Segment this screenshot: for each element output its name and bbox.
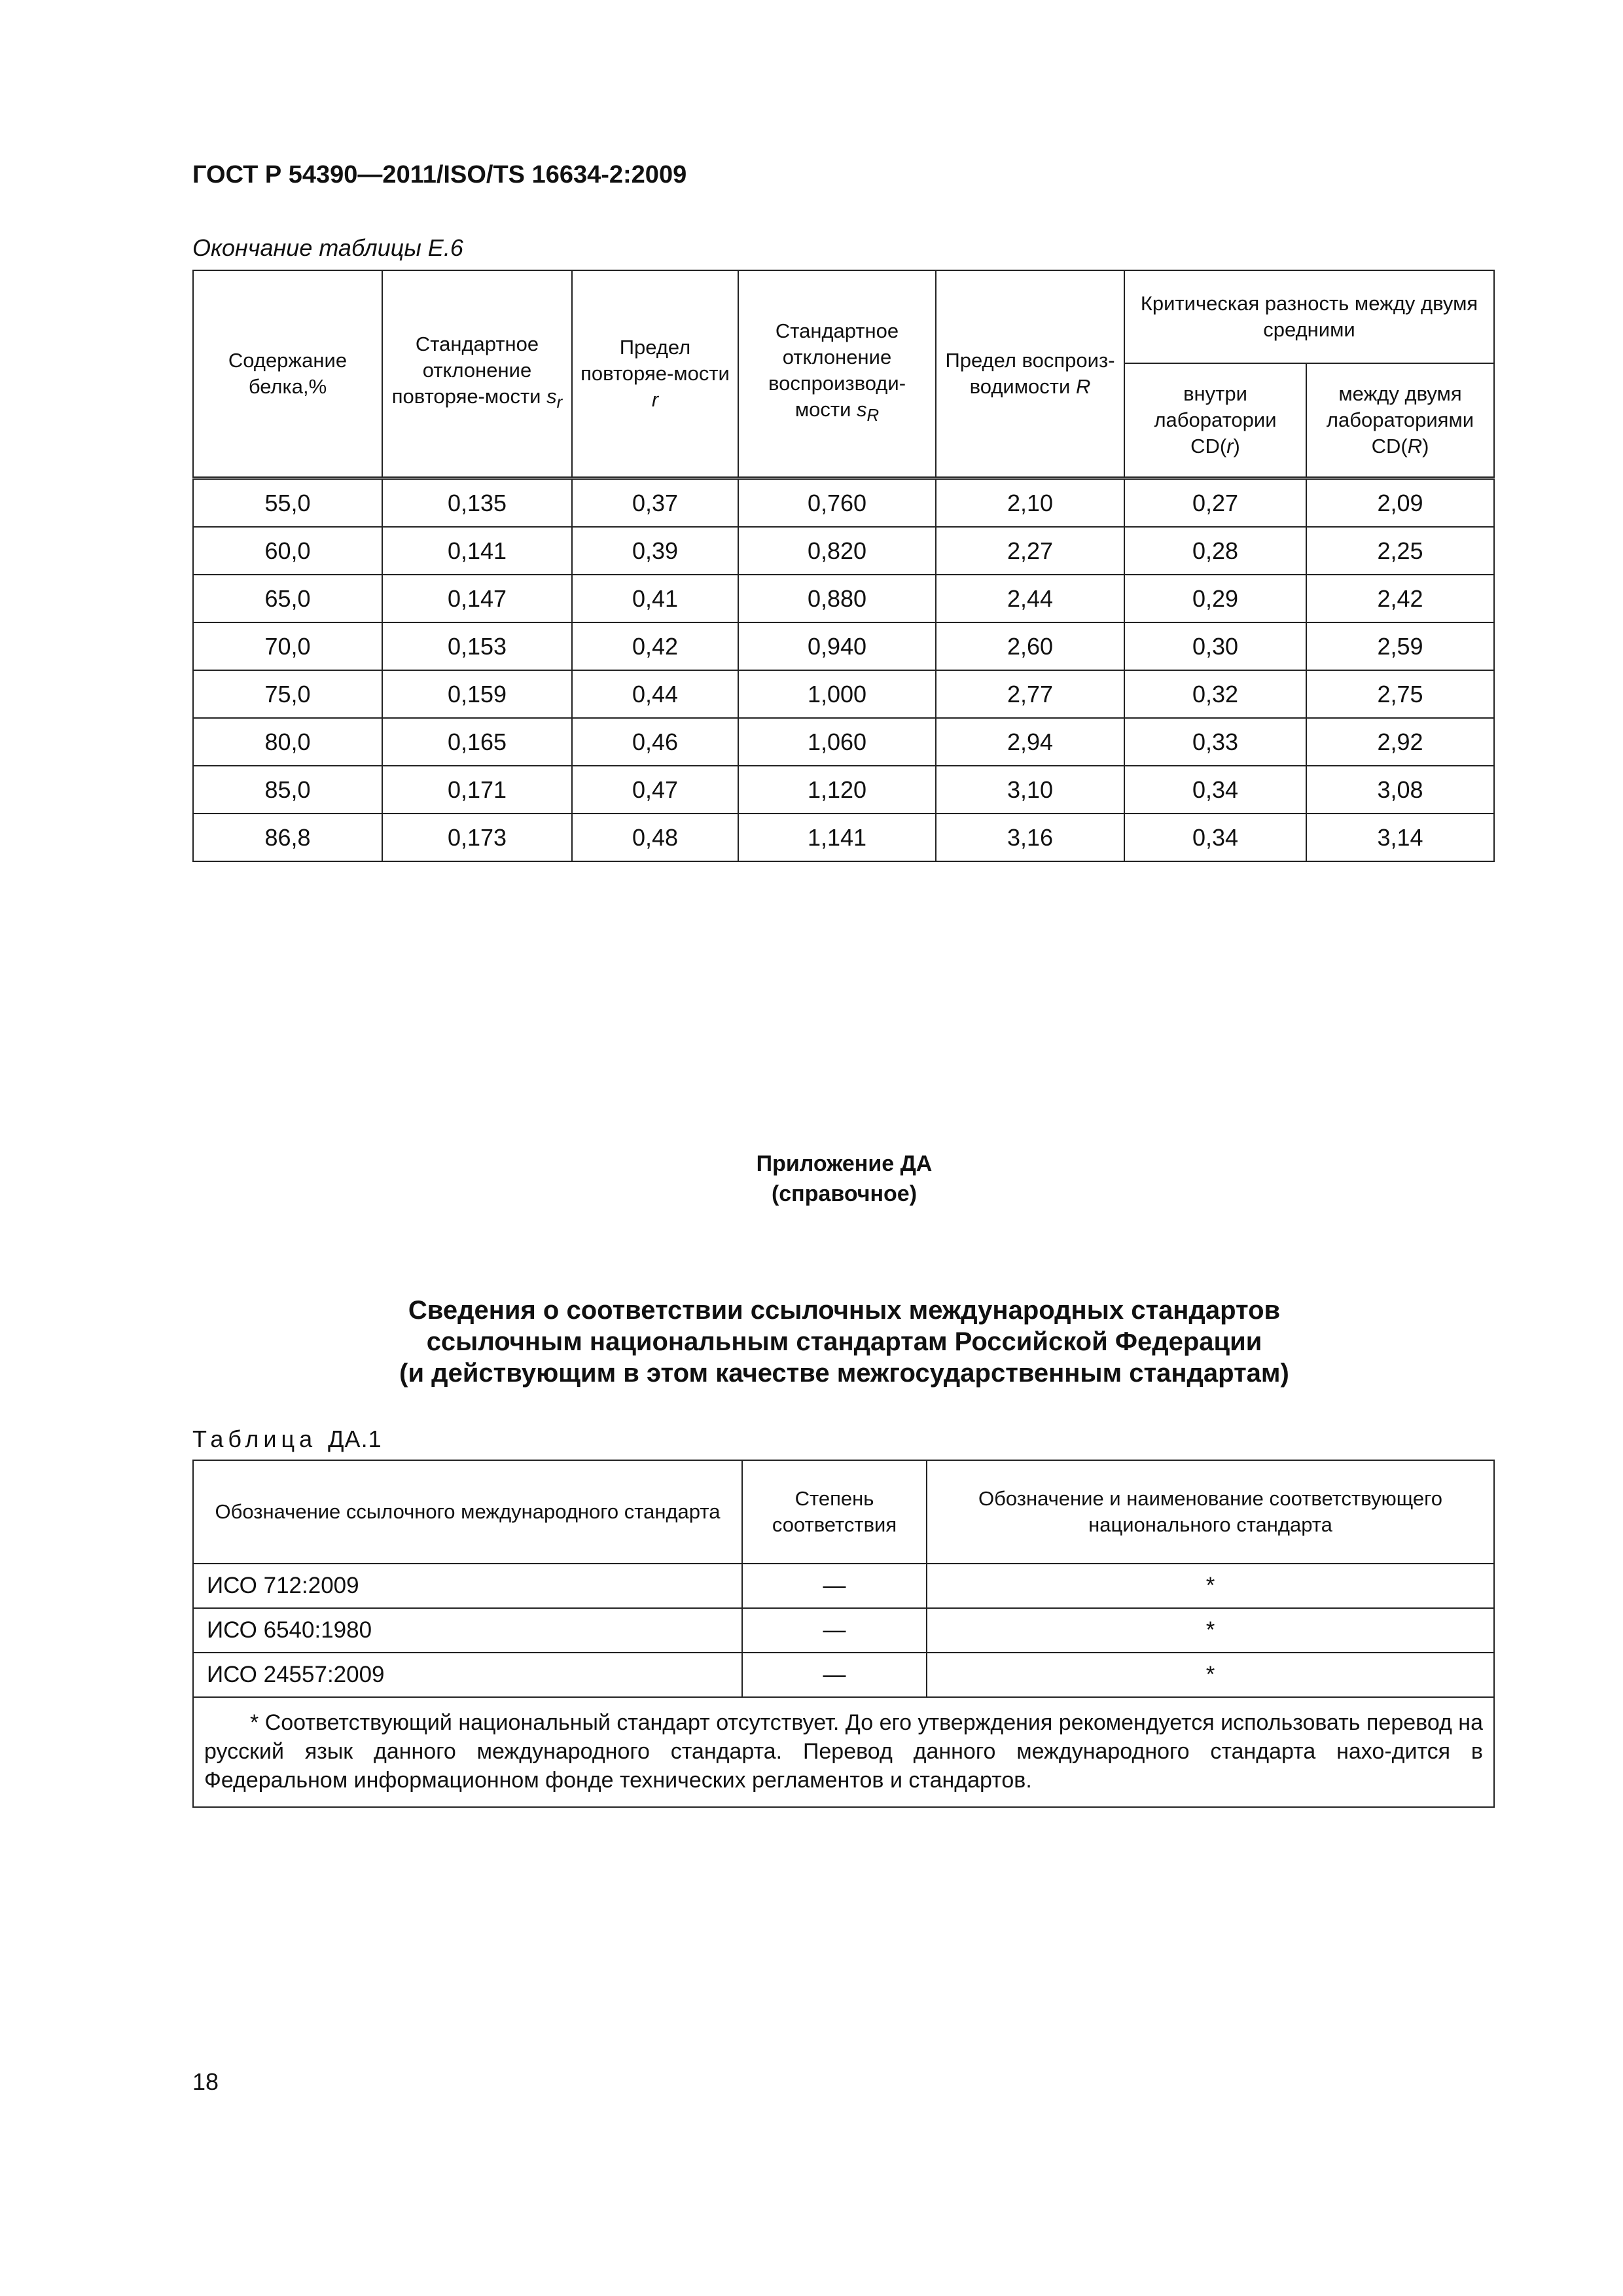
table-e6 — [192, 270, 1495, 862]
table-row — [193, 478, 1494, 528]
table-cell: 2,10 — [936, 478, 1124, 528]
table-cell: 86,8 — [193, 814, 382, 861]
header-international-standard: Обозначение ссылочного международного стандарта — [193, 1460, 742, 1564]
annex-heading-line: (и действующим в этом качестве межгосударственным стандартам) — [399, 1359, 1289, 1388]
table-cell: 0,39 — [572, 527, 738, 575]
table-cell: 0,44 — [572, 670, 738, 718]
table-cell: 0,37 — [572, 478, 738, 528]
table-cell: 0,165 — [382, 718, 572, 766]
table-cell: 2,92 — [1306, 718, 1494, 766]
table-row — [193, 622, 1494, 670]
table-cell: 2,77 — [936, 670, 1124, 718]
table-cell: 0,27 — [1124, 478, 1306, 528]
header-cd-within-lab: внутри лаборатории CD(r) — [1124, 363, 1306, 478]
table-row — [193, 766, 1494, 814]
table-cell: 80,0 — [193, 718, 382, 766]
table-row — [193, 814, 1494, 861]
annex-heading — [0, 1295, 1623, 1389]
document-header: ГОСТ Р 54390—2011/ISO/TS 16634-2:2009 — [192, 161, 687, 188]
table-cell: 1,060 — [738, 718, 936, 766]
header-critical-difference: Критическая разность между двумя средними — [1124, 270, 1494, 363]
table-cell: 0,820 — [738, 527, 936, 575]
table-cell: 65,0 — [193, 575, 382, 622]
table-row — [193, 1653, 1494, 1697]
table-cell: 2,25 — [1306, 527, 1494, 575]
table-cell: 2,09 — [1306, 478, 1494, 528]
header-protein-content: Содержание белка,% — [193, 270, 382, 478]
table-cell: 2,94 — [936, 718, 1124, 766]
table-cell: 0,42 — [572, 622, 738, 670]
table-cell: 2,44 — [936, 575, 1124, 622]
table-cell: 1,000 — [738, 670, 936, 718]
header-repeatability-sd: Стандартное отклонение повторяе-мости $s_r$ — [382, 270, 572, 478]
table-cell: 0,34 — [1124, 814, 1306, 861]
header-reproducibility-limit: Предел воспроиз-водимости R — [936, 270, 1124, 478]
table-cell: 0,46 — [572, 718, 738, 766]
table-cell: 75,0 — [193, 670, 382, 718]
table-cell: 1,141 — [738, 814, 936, 861]
header-repeatability-limit: Предел повторяе-мости r — [572, 270, 738, 478]
table-cell: 85,0 — [193, 766, 382, 814]
table-cell: 0,135 — [382, 478, 572, 528]
table-cell: 0,28 — [1124, 527, 1306, 575]
table-cell: 60,0 — [193, 527, 382, 575]
table-cell: 3,16 — [936, 814, 1124, 861]
page-number: 18 — [192, 2068, 219, 2095]
table-cell: 0,880 — [738, 575, 936, 622]
table-cell: 0,47 — [572, 766, 738, 814]
table-cell: 0,760 — [738, 478, 936, 528]
table-cell: — — [742, 1608, 927, 1653]
header-degree-of-conformity: Степень соответствия — [742, 1460, 927, 1564]
table-cell: 3,14 — [1306, 814, 1494, 861]
table-footnote: * Соответствующий национальный стандарт отсутствует. До его утверждения рекомендуется использовать перевод на русский язык данного международного стандарта. Перевод данного международного стандарта нахо-дится в Федеральном информационном фонде технических регламентов и стандартов. — [193, 1697, 1494, 1807]
table-row — [193, 1564, 1494, 1608]
table-cell: 1,120 — [738, 766, 936, 814]
table-cell: 2,75 — [1306, 670, 1494, 718]
table-cell: 0,30 — [1124, 622, 1306, 670]
table-e6-caption: Окончание таблицы Е.6 — [192, 234, 463, 261]
table-cell: 0,32 — [1124, 670, 1306, 718]
table-cell: * — [927, 1608, 1494, 1653]
table-cell: 0,29 — [1124, 575, 1306, 622]
table-cell: 0,41 — [572, 575, 738, 622]
table-label-number: ДА.1 — [328, 1426, 382, 1452]
table-cell: 0,48 — [572, 814, 738, 861]
table-cell: 2,59 — [1306, 622, 1494, 670]
header-reproducibility-sd: Стандартное отклонение воспроизводи-мости $s_R$ — [738, 270, 936, 478]
annex-heading-line: ссылочным национальным стандартам Российской Федерации — [426, 1327, 1262, 1356]
annex-title-line: Приложение ДА — [756, 1151, 933, 1176]
table-da1 — [192, 1460, 1495, 1808]
table-cell: — — [742, 1653, 927, 1697]
table-cell: — — [742, 1564, 927, 1608]
table-cell: ИСО 712:2009 — [193, 1564, 742, 1608]
table-cell: 2,42 — [1306, 575, 1494, 622]
table-row — [193, 527, 1494, 575]
table-da1-label — [192, 1426, 382, 1453]
header-national-standard: Обозначение и наименование соответствующего национального стандарта — [927, 1460, 1494, 1564]
table-cell: * — [927, 1564, 1494, 1608]
table-row — [193, 670, 1494, 718]
table-cell: 2,60 — [936, 622, 1124, 670]
table-cell: 55,0 — [193, 478, 382, 528]
table-cell: 0,153 — [382, 622, 572, 670]
table-cell: 0,147 — [382, 575, 572, 622]
table-cell: * — [927, 1653, 1494, 1697]
table-footnote-row — [193, 1697, 1494, 1807]
table-cell: 0,141 — [382, 527, 572, 575]
table-cell: 2,27 — [936, 527, 1124, 575]
table-cell: 3,10 — [936, 766, 1124, 814]
table-cell: 0,33 — [1124, 718, 1306, 766]
table-cell: 0,34 — [1124, 766, 1306, 814]
annex-title — [0, 1149, 1623, 1209]
table-cell: ИСО 24557:2009 — [193, 1653, 742, 1697]
table-label-word: Таблица — [192, 1426, 317, 1452]
annex-heading-line: Сведения о соответствии ссылочных международных стандартов — [408, 1296, 1281, 1325]
table-row — [193, 575, 1494, 622]
table-cell: 70,0 — [193, 622, 382, 670]
table-cell: 3,08 — [1306, 766, 1494, 814]
table-cell: 0,159 — [382, 670, 572, 718]
table-cell: 0,173 — [382, 814, 572, 861]
header-cd-between-labs: между двумя лабораториями CD(R) — [1306, 363, 1494, 478]
table-row — [193, 718, 1494, 766]
table-cell: ИСО 6540:1980 — [193, 1608, 742, 1653]
annex-subtitle-line: (справочное) — [771, 1181, 918, 1206]
table-row — [193, 1608, 1494, 1653]
table-cell: 0,940 — [738, 622, 936, 670]
table-cell: 0,171 — [382, 766, 572, 814]
